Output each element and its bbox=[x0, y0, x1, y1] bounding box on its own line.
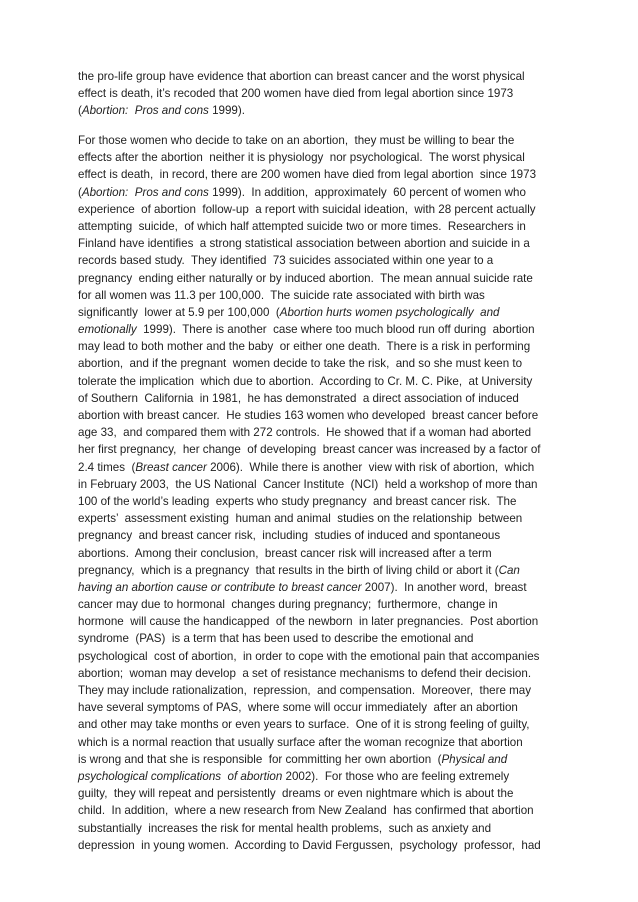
text-line bbox=[78, 613, 562, 630]
text-segment: age 33, and compared them with 272 controls. He showed that if a woman had aborted bbox=[78, 426, 532, 440]
text-segment: her first pregnancy, her change of developing breast cancer was increased by a factor of bbox=[78, 443, 541, 457]
text-line bbox=[78, 493, 562, 510]
text-line bbox=[78, 837, 562, 854]
italic-citation-text: psychological complications of abortion bbox=[78, 769, 283, 783]
text-line bbox=[78, 304, 562, 321]
text-line bbox=[78, 665, 562, 682]
text-line bbox=[78, 424, 562, 441]
text-line bbox=[78, 751, 562, 768]
italic-citation-text: emotionally bbox=[78, 323, 137, 337]
text-segment: and other may take months or even years to surface. One of it is strong feeling of guilty, bbox=[78, 718, 530, 732]
text-segment: 1999). In addition, approximately 60 percent of women who bbox=[208, 185, 526, 199]
text-segment: significantly lower at 5.9 per 100,000 ( bbox=[78, 305, 280, 319]
italic-citation-text: Can bbox=[498, 563, 520, 577]
text-segment: abortion; woman may develop a set of resistance mechanisms to defend their decision. bbox=[78, 666, 532, 680]
text-line bbox=[78, 596, 562, 613]
text-segment: attempting suicide, of which half attempted suicide two or more times. Researchers in bbox=[78, 219, 526, 233]
text-segment: which is a normal reaction that usually surface after the woman recognize that abortion bbox=[78, 735, 523, 749]
text-line bbox=[78, 527, 562, 544]
text-segment: pregnancy and breast cancer risk, including studies of induced and spontaneous bbox=[78, 529, 501, 543]
text-segment: 1999). There is another case where too much blood run off during abortion bbox=[136, 323, 535, 337]
text-line bbox=[78, 716, 562, 733]
text-segment: syndrome (PAS) is a term that has been used to describe the emotional and bbox=[78, 632, 474, 646]
italic-citation-text: Abortion: Pros and cons bbox=[81, 104, 209, 118]
text-line bbox=[78, 102, 562, 119]
text-segment: guilty, they will repeat and persistently dreams or even nightmare which is about the bbox=[78, 787, 514, 801]
text-line bbox=[78, 218, 562, 235]
text-segment: effect is death, it’s recoded that 200 women have died from legal abortion since 1973 bbox=[78, 87, 514, 101]
text-segment: cancer may due to hormonal changes during pregnancy; furthermore, change in bbox=[78, 598, 498, 612]
text-line bbox=[78, 441, 562, 458]
text-segment: abortion with breast cancer. He studies 163 women who developed breast cancer before bbox=[78, 409, 539, 422]
text-segment: ( bbox=[78, 104, 82, 118]
text-line bbox=[78, 321, 562, 338]
text-line bbox=[78, 562, 562, 579]
text-segment: They may include rationalization, repression, and compensation. Moreover, there may bbox=[78, 684, 532, 697]
text-line bbox=[78, 132, 562, 149]
text-line bbox=[78, 545, 562, 562]
text-line bbox=[78, 252, 562, 269]
italic-citation-text: Breast cancer bbox=[135, 460, 207, 474]
italic-citation-text: Physical and bbox=[441, 752, 508, 766]
text-segment: tolerate the implication which due to abortion. According to Cr. M. C. Pike, at University bbox=[78, 374, 533, 388]
text-segment: the pro-life group have evidence that abortion can breast cancer and the worst physical bbox=[78, 70, 525, 83]
text-segment: 2007). In another word, breast bbox=[361, 580, 527, 594]
text-line bbox=[78, 785, 562, 802]
text-segment: pregnancy ending either naturally or by induced abortion. The mean annual suicide rate bbox=[78, 271, 533, 285]
text-segment: depression in young women. According to David Fergussen, psychology professor, had bbox=[78, 838, 541, 852]
text-line bbox=[78, 85, 562, 102]
paragraph-intro bbox=[78, 68, 562, 120]
text-segment: Finland have identifies a strong statistical association between abortion and suicide in a bbox=[78, 237, 530, 251]
text-line bbox=[78, 820, 562, 837]
text-line bbox=[78, 287, 562, 304]
text-line bbox=[78, 270, 562, 287]
text-segment: experience of abortion follow-up a report with suicidal ideation, with 28 percent actually bbox=[78, 202, 536, 216]
paragraph-body bbox=[78, 132, 562, 854]
text-segment: substantially increases the risk for mental health problems, such as anxiety and bbox=[78, 821, 492, 835]
text-segment: 2.4 times ( bbox=[78, 460, 136, 474]
text-line bbox=[78, 390, 562, 407]
text-line bbox=[78, 699, 562, 716]
text-segment: have several symptoms of PAS, where some will occur immediately after an abortion bbox=[78, 701, 518, 715]
text-line bbox=[78, 201, 562, 218]
text-line bbox=[78, 768, 562, 785]
text-line bbox=[78, 149, 562, 166]
text-segment: may lead to both mother and the baby or either one death. There is a risk in performing bbox=[78, 340, 531, 354]
text-line bbox=[78, 802, 562, 819]
text-segment: pregnancy, which is a pregnancy that results in the birth of living child or abort it ( bbox=[78, 563, 499, 577]
italic-citation-text: Abortion: Pros and cons bbox=[81, 185, 209, 199]
text-segment: 2006). While there is another view with risk of abortion, which bbox=[206, 460, 535, 474]
text-segment: 2002). For those who are feeling extremely bbox=[282, 769, 510, 783]
text-segment: 1999). bbox=[208, 104, 245, 118]
text-segment: child. In addition, where a new research from New Zealand has confirmed that abortion bbox=[78, 804, 534, 818]
text-segment: in February 2003, the US National Cancer Institute (NCI) held a workshop of more than bbox=[78, 477, 538, 491]
text-segment: is wrong and that she is responsible for committing her own abortion ( bbox=[78, 752, 442, 766]
text-segment: ( bbox=[78, 185, 82, 199]
text-segment: of Southern California in 1981, he has demonstrated a direct association of induced bbox=[78, 391, 519, 405]
text-line bbox=[78, 166, 562, 183]
text-line bbox=[78, 235, 562, 252]
text-line bbox=[78, 407, 562, 424]
text-line bbox=[78, 338, 562, 355]
text-segment: experts’ assessment existing human and animal studies on the relationship between bbox=[78, 512, 523, 526]
text-segment: psychological cost of abortion, in order to cope with the emotional pain that accompanies bbox=[78, 649, 540, 663]
text-segment: 100 of the world’s leading experts who study pregnancy and breast cancer risk. The bbox=[78, 494, 517, 508]
text-segment: effects after the abortion neither it is physiology nor psychological. The worst physical bbox=[78, 151, 525, 165]
text-line bbox=[78, 510, 562, 527]
italic-citation-text: having an abortion cause or contribute to breast cancer bbox=[78, 580, 362, 594]
text-line bbox=[78, 476, 562, 493]
text-line bbox=[78, 648, 562, 665]
text-line bbox=[78, 630, 562, 647]
text-line bbox=[78, 184, 562, 201]
text-segment: for all women was 11.3 per 100,000. The suicide rate associated with birth was bbox=[78, 288, 485, 302]
text-segment: abortions. Among their conclusion, breast cancer risk will increased after a term bbox=[78, 546, 492, 560]
text-line bbox=[78, 373, 562, 390]
text-segment: records based study. They identified 73 suicides associated within one year to a bbox=[78, 254, 494, 268]
text-segment: abortion, and if the pregnant women decide to take the risk, and so she must keen to bbox=[78, 357, 523, 371]
text-line bbox=[78, 579, 562, 596]
text-segment: hormone will cause the handicapped of the newborn in later pregnancies. Post abortion bbox=[78, 615, 539, 629]
text-segment: For those women who decide to take on an abortion, they must be willing to bear the bbox=[78, 134, 515, 147]
text-line bbox=[78, 68, 562, 85]
text-line bbox=[78, 355, 562, 372]
italic-citation-text: Abortion hurts women psychologically and bbox=[279, 305, 500, 319]
text-line bbox=[78, 682, 562, 699]
text-segment: effect is death, in record, there are 200 women have died from legal abortion since 1973 bbox=[78, 168, 537, 182]
text-line bbox=[78, 459, 562, 476]
text-line bbox=[78, 734, 562, 751]
